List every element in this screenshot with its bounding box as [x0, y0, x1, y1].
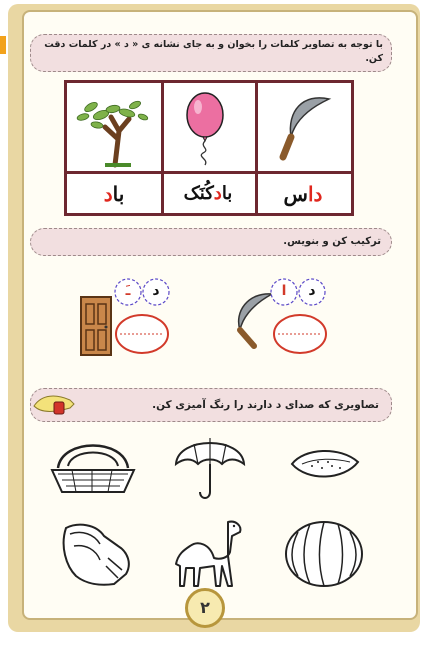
word-highlight: د	[103, 182, 113, 206]
umbrella-icon	[170, 428, 250, 504]
combine-letter: ـَ	[125, 283, 131, 299]
watermelon-icon	[282, 518, 366, 590]
balloon-icon	[165, 87, 251, 169]
word-part: با	[221, 183, 233, 204]
combine-letter: ا	[281, 283, 287, 299]
camel-icon	[166, 512, 248, 592]
word-part: با	[112, 182, 125, 206]
seed-icon	[288, 444, 362, 484]
word-part: کُنَک	[183, 183, 214, 204]
word-part: س	[283, 182, 308, 206]
table-divider	[67, 171, 351, 174]
word-cell-das	[255, 175, 351, 213]
word-highlight: د	[213, 183, 222, 204]
word-picture-table	[64, 80, 354, 216]
shoe-icon	[56, 518, 138, 590]
word-cell-bad	[67, 175, 161, 213]
instruction-banner-2	[30, 228, 392, 256]
word-cell-badkonak	[161, 175, 255, 213]
sickle-icon	[259, 87, 349, 169]
instruction-banner-1	[30, 34, 392, 72]
instruction-text-2: ترکیب کن و بنویس.	[283, 236, 381, 247]
instruction-banner-3	[30, 388, 392, 422]
page-number: ۲	[185, 588, 225, 628]
basket-icon	[48, 430, 138, 500]
brush-icon	[30, 392, 80, 418]
page-tab-marker	[0, 36, 6, 54]
instruction-text-1: با توجه به تصاویر کلمات را بخوان و به جای نشانه ی « د » در کلمات دقت کن.	[44, 39, 383, 64]
combine-letter: د	[308, 283, 316, 299]
combine-letter: د	[152, 283, 160, 299]
word-highlight: دا	[307, 182, 323, 206]
windy-tree-icon	[71, 87, 157, 169]
instruction-text-3: تصاویری که صدای د دارند را رنگ آمیزی کن.	[152, 399, 379, 411]
